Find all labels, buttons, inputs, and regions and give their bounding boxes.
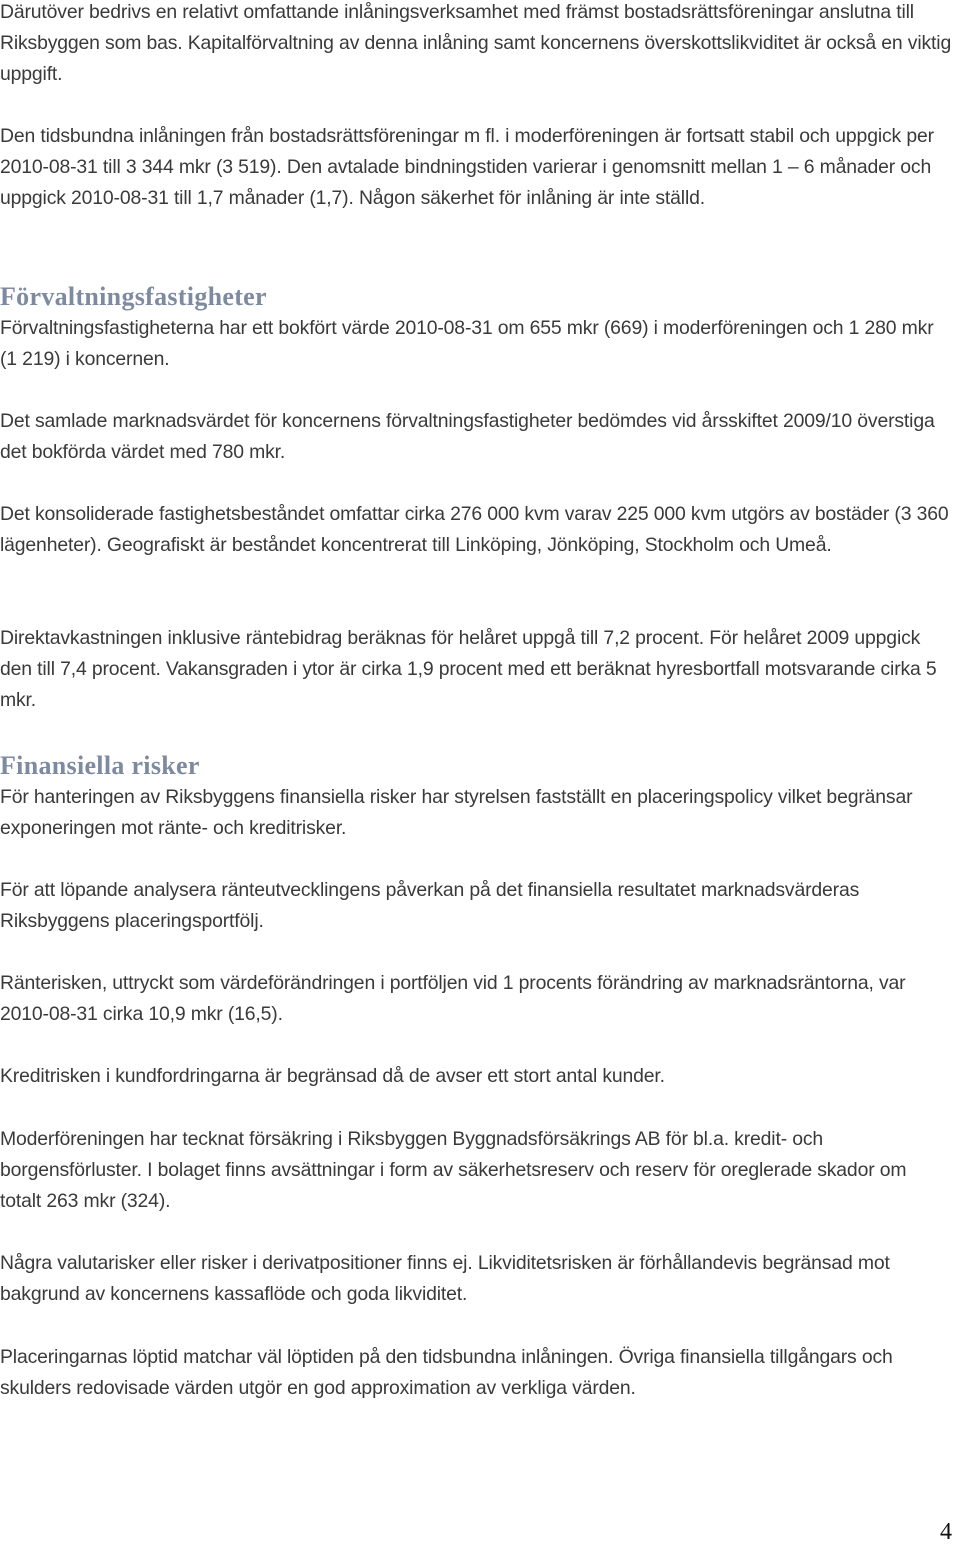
paragraph-text: Ränterisken, uttryckt som värdeförändringen i portföljen vid 1 procents förändring av marknadsräntorna, var 2010-08-31 cirka 10,9 mkr (16,5). <box>0 972 906 1025</box>
risks-paragraph-2 <box>0 875 952 937</box>
section-heading-properties <box>0 281 952 313</box>
properties-paragraph-3 <box>0 499 952 561</box>
paragraph-text: Det konsoliderade fastighetsbeståndet omfattar cirka 276 000 kvm varav 225 000 kvm utgörs av bostäder (3 360 lägenheter). Geografiskt är beståndet koncentrerat till Linköping, Jönköping, Stockholm och Umeå. <box>0 503 949 556</box>
paragraph-text: Moderföreningen har tecknat försäkring i Riksbyggen Byggnadsförsäkrings AB för bl.a. kredit- och borgensförluster. I bolaget finns avsättningar i form av säkerhetsreserv och reserv för oreglerade skador om totalt 263 mkr (324). <box>0 1128 907 1212</box>
paragraph-text: Kreditrisken i kundfordringarna är begränsad då de avser ett stort antal kunder. <box>0 1065 665 1087</box>
properties-paragraph-4 <box>0 623 952 715</box>
risks-paragraph-7 <box>0 1342 952 1404</box>
paragraph-text: För hanteringen av Riksbyggens finansiella risker har styrelsen fastställt en placeringspolicy vilket begränsar exponeringen mot ränte- och kreditrisker. <box>0 786 913 839</box>
paragraph-text: Förvaltningsfastigheterna har ett bokfört värde 2010-08-31 om 655 mkr (669) i moderföreningen och 1 280 mkr (1 219) i koncernen. <box>0 317 934 370</box>
risks-paragraph-4 <box>0 1061 952 1092</box>
risks-paragraph-6 <box>0 1248 952 1310</box>
section-heading-risks <box>0 750 952 782</box>
properties-paragraph-1 <box>0 313 952 375</box>
paragraph-text: Därutöver bedrivs en relativt omfattande inlåningsverksamhet med främst bostadsrättsföreningar anslutna till Riksbyggen som bas. Kapitalförvaltning av denna inlåning samt koncernens överskottslikviditet är också en viktig uppgift. <box>0 1 952 85</box>
risks-paragraph-5 <box>0 1124 952 1216</box>
intro-paragraph-1 <box>0 0 952 89</box>
paragraph-sentence: Den avtalade bindningstiden varierar i genomsnitt mellan 1 – 6 månader och uppgick 2010-08-31 till 1,7 månader (1,7). Någon säkerhet för inlåning är inte ställd. <box>0 155 932 209</box>
properties-paragraph-2 <box>0 406 952 468</box>
paragraph-sentence: Den tidsbundna inlåningen från bostadsrättsföreningar m fl. i moderföreningen är fortsatt stabil och uppgick per 2010-08-31 till 3 344 mkr (3 519). <box>0 125 934 178</box>
paragraph-text: För att löpande analysera ränteutvecklingens påverkan på det finansiella resultatet marknadsvärderas Riksbyggens placeringsportfölj. <box>0 879 860 932</box>
paragraph-text: Det samlade marknadsvärdet för koncernens förvaltningsfastigheter bedömdes vid årsskiftet 2009/10 överstiga det bokförda värdet med 780 mkr. <box>0 410 935 463</box>
paragraph-text: Några valutarisker eller risker i derivatpositioner finns ej. Likviditetsrisken är förhållandevis begränsad mot bakgrund av koncernens kassaflöde och goda likviditet. <box>0 1252 890 1305</box>
page-number: 4 <box>940 1519 952 1545</box>
section-heading: Finansiella risker <box>0 751 200 780</box>
paragraph-text: Placeringarnas löptid matchar väl löptiden på den tidsbundna inlåningen. Övriga finansiella tillgångars och skulders redovisade värden utgör en god approximation av verkliga värden. <box>0 1346 893 1399</box>
intro-paragraph-2 <box>0 121 952 213</box>
section-heading: Förvaltningsfastigheter <box>0 282 267 311</box>
risks-paragraph-1 <box>0 782 952 844</box>
paragraph-text <box>0 121 952 213</box>
paragraph-text: Direktavkastningen inklusive räntebidrag beräknas för helåret uppgå till 7,2 procent. För helåret 2009 uppgick den till 7,4 procent. Vakansgraden i ytor är cirka 1,9 procent med ett beräknat hyresbortfall motsvarande cirka 5 mkr. <box>0 627 937 711</box>
risks-paragraph-3 <box>0 968 952 1030</box>
